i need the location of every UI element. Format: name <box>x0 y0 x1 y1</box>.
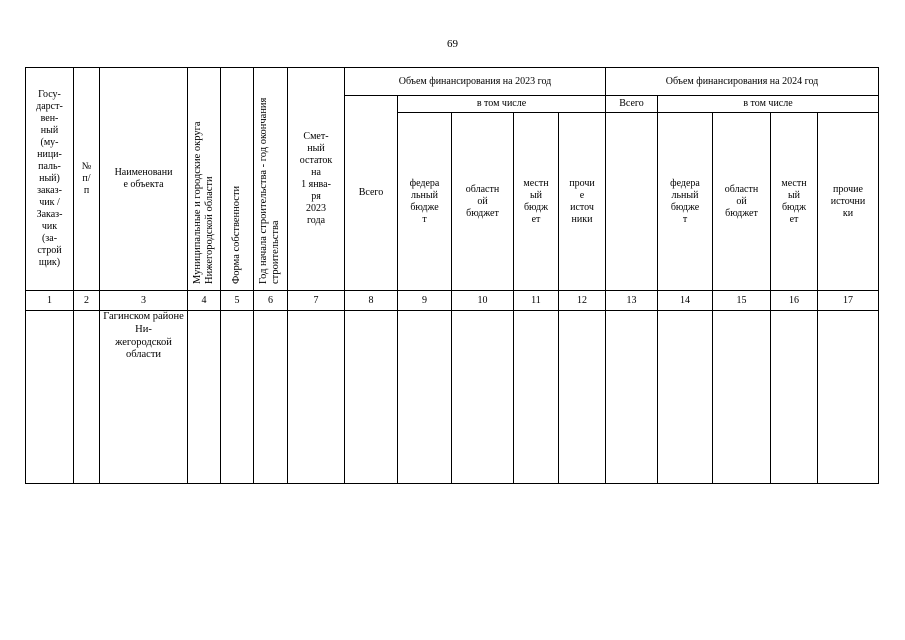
cell-local-2024 <box>771 311 818 484</box>
cell-other-2024 <box>818 311 879 484</box>
cell-construction-years <box>254 311 288 484</box>
column-number: 3 <box>100 291 188 311</box>
column-number: 11 <box>514 291 559 311</box>
header-ownership-form-cell <box>221 68 254 291</box>
column-number-row <box>26 291 879 311</box>
header-construction-years-cell <box>254 68 288 291</box>
cell-other-2023 <box>559 311 606 484</box>
cell-federal-2024 <box>658 311 713 484</box>
column-number: 6 <box>254 291 288 311</box>
column-number: 4 <box>188 291 221 311</box>
cell-total-2024 <box>606 311 658 484</box>
header-including-2024: в том числе <box>658 96 879 113</box>
header-municipal-districts: Муниципальные и городские округа Нижегородской области <box>191 121 215 284</box>
column-number: 7 <box>288 291 345 311</box>
header-customer: Госу- дарст- вен- ный (му- ници- паль- ный) заказ- чик / Заказ- чик (за- строй щик) <box>26 68 74 291</box>
header-funding-2024: Объем финансирования на 2024 год <box>606 68 879 96</box>
header-total-2024-blank <box>606 113 658 291</box>
header-municipal-districts-cell <box>188 68 221 291</box>
header-funding-2023: Объем финансирования на 2023 год <box>345 68 606 96</box>
cell-total-2023 <box>345 311 398 484</box>
header-ownership-form: Форма собственности <box>230 185 242 284</box>
cell-federal-2023 <box>398 311 452 484</box>
header-number: № п/ п <box>74 68 100 291</box>
header-regional-2024: областн ой бюджет <box>713 113 771 291</box>
column-number: 16 <box>771 291 818 311</box>
column-number: 17 <box>818 291 879 311</box>
cell-ownership-form <box>221 311 254 484</box>
column-number: 9 <box>398 291 452 311</box>
cell-regional-2024 <box>713 311 771 484</box>
cell-regional-2023 <box>452 311 514 484</box>
cell-estimated-balance <box>288 311 345 484</box>
header-total-2023: Всего <box>345 96 398 291</box>
header-total-2024: Всего <box>606 96 658 113</box>
column-number: 1 <box>26 291 74 311</box>
header-other-2023: прочи е источ ники <box>559 113 606 291</box>
header-local-2023: местн ый бюдж ет <box>514 113 559 291</box>
header-federal-2023: федера льный бюдже т <box>398 113 452 291</box>
cell-number <box>74 311 100 484</box>
header-object-name: Наименовани е объекта <box>100 68 188 291</box>
table-row <box>26 311 879 484</box>
header-other-2024: прочие источни ки <box>818 113 879 291</box>
column-number: 5 <box>221 291 254 311</box>
column-number: 8 <box>345 291 398 311</box>
column-number: 2 <box>74 291 100 311</box>
header-local-2024: местн ый бюдж ет <box>771 113 818 291</box>
column-number: 13 <box>606 291 658 311</box>
header-estimated-balance: Смет- ный остаток на 1 янва- ря 2023 года <box>288 68 345 291</box>
page-number: 69 <box>447 38 458 50</box>
column-number: 10 <box>452 291 514 311</box>
column-number: 12 <box>559 291 606 311</box>
header-construction-years: Год начала строительства - год окончания строительства <box>258 97 282 284</box>
cell-local-2023 <box>514 311 559 484</box>
header-regional-2023: областн ой бюджет <box>452 113 514 291</box>
header-including-2023: в том числе <box>398 96 606 113</box>
column-number: 15 <box>713 291 771 311</box>
financing-table <box>25 67 879 484</box>
cell-municipal-district <box>188 311 221 484</box>
cell-object-name: Гагинском районе Ни- жегородской области <box>100 311 188 484</box>
column-number: 14 <box>658 291 713 311</box>
header-federal-2024: федера льный бюдже т <box>658 113 713 291</box>
cell-customer <box>26 311 74 484</box>
